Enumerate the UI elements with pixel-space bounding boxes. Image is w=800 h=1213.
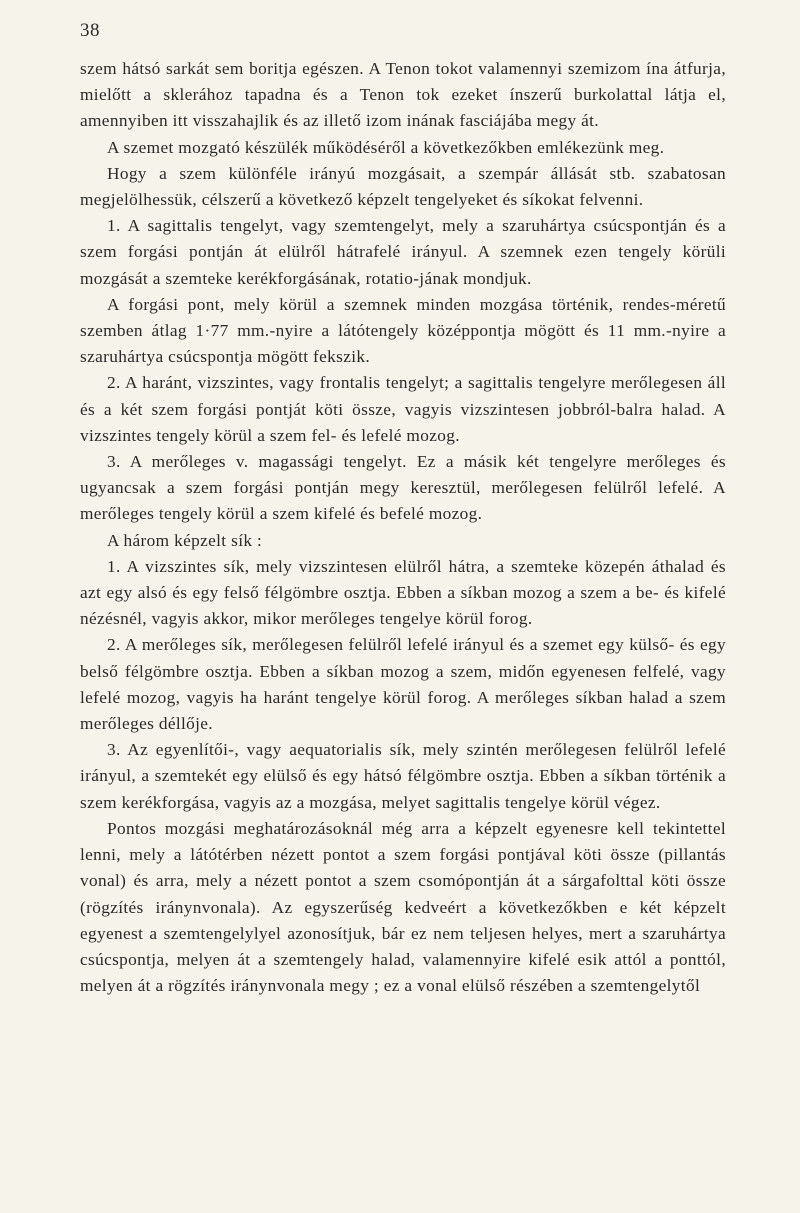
paragraph-12: Pontos mozgási meghatározásoknál még arra a képzelt egyenesre kell tekintettel lenni, mely a látótérben nézett pontot a szem forgási pontjával köti össze (pillantás vonal) és arra, mely a nézett pontot a szem csomópontján át a sárgafolttal köti össze (rögzítés iránynvonala). Az egyszerűség kedveért a következőkben e két képzelt egyenest a szemtengelylyel azonosítjuk, bár ez nem teljesen helyes, mert a szaruhártya csúcspontja, melyen át a szemtengely halad, valamennyire kifelé esik attól a ponttól, melyen át a rögzítés iránynvonala megy ; ez a vonal elülső részében a szemtengelytől <box>80 818 726 996</box>
paragraph-9: 1. A vizszintes sík, mely vizszintesen elülről hátra, a szemteke közepén áthalad és azt egy alsó és egy felső félgömbre osztja. Ebben a síkban mozog a szem a be- és kifelé nézésnél, vagyis akkor, mikor merőleges tengelye körül forog. <box>80 556 726 629</box>
paragraph-5: A forgási pont, mely körül a szemnek minden mozgása történik, rendes-méretű szemben átlag 1·77 mm.-nyire a látótengely középpontja mögött és 11 mm.-nyire a szaruhártya csúcspontja mögött fekszik. <box>80 294 726 367</box>
paragraph-2: A szemet mozgató készülék működéséről a következőkben emlékezünk meg. <box>107 137 665 157</box>
paragraph-8: A három képzelt sík : <box>107 530 263 550</box>
paragraph-11: 3. Az egyenlítői-, vagy aequatorialis sík, mely szintén merőlegesen felülről lefelé irányul, a szemtekét egy elülső és egy hátsó félgömbre osztja. Ebben a síkban történik a szem kerékforgása, vagyis az a mozgása, melyet sagittalis tengelye körül végez. <box>80 740 726 812</box>
paragraph-6: 2. A haránt, vizszintes, vagy frontalis tengelyt; a sagittalis tengelyre merőlegesen áll és a két szem forgási pontját köti össze, vagyis vizszintesen jobbról-balra halad. A vizszintes tengely körül a szem fel- és lefelé mozog. <box>80 373 726 445</box>
paragraph-10: 2. A merőleges sík, merőlegesen felülről lefelé irányul és a szemet egy külső- és egy belső félgömbre osztja. Ebben a síkban mozog a szem, midőn egyenesen felfelé, vagy lefelé mozog, vagyis ha haránt tengelye körül forog. A merőleges síkban halad a szem merőleges déllője. <box>80 635 726 734</box>
paragraph-3: Hogy a szem különféle irányú mozgásait, a szempár állását stb. szabatosan megjelölhessük, célszerű a következő képzelt tengelyeket és síkokat felvenni. <box>80 163 726 210</box>
body-text <box>80 56 726 999</box>
paragraph-7: 3. A merőleges v. magassági tengelyt. Ez a másik két tengelyre merőleges és ugyancsak a szem forgási pontján megy keresztül, merőlegesen felülről lefelé. A merőleges tengely körül a szem kifelé és befelé mozog. <box>80 452 726 524</box>
paragraph-1: szem hátsó sarkát sem boritja egészen. A Tenon tokot valamennyi szemizom ína átfurja, mielőtt a sklerához tapadna és a Tenon tok ezeket ínszerű burkolattal látja el, amennyiben itt visszahajlik és az illető izom inának fasciájába megy át. <box>80 59 726 131</box>
paragraph-4: 1. A sagittalis tengelyt, vagy szemtengelyt, mely a szaruhártya csúcspontján és a szem forgási pontján át elülről hátrafelé irányul. A szemnek ezen tengely körüli mozgását a szemteke kerékforgásának, rotatio-jának mondjuk. <box>80 216 726 288</box>
page-number: 38 <box>80 20 100 41</box>
